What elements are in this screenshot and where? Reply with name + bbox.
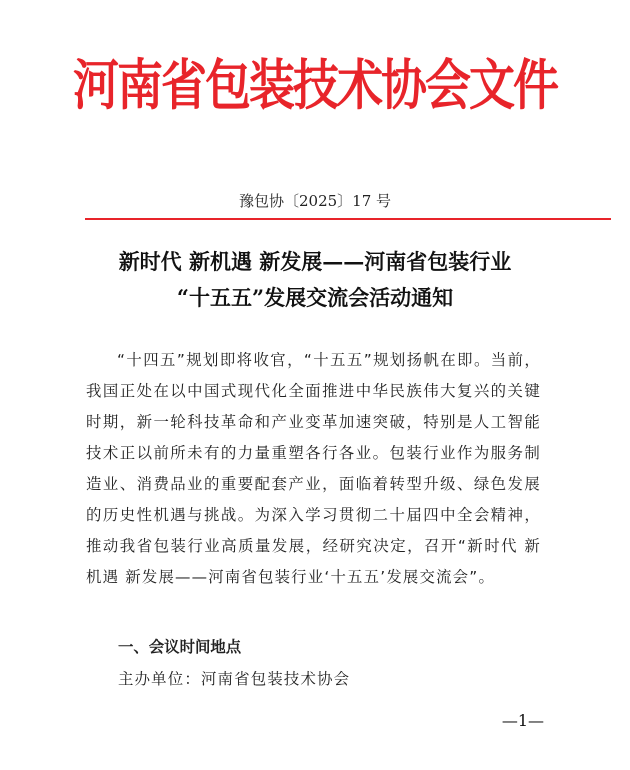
notice-title-line-2: “十五五”发展交流会活动通知 xyxy=(176,285,454,310)
body-paragraph: “十四五”规划即将收官，“十五五”规划扬帆在即。当前，我国正处在以中国式现代化全面推进中华民族伟大复兴的关键时期，新一轮科技革命和产业变革加速突破，特别是人工智能技术正以前所未有的力量重塑各行各业。包装行业作为服务制造业、消费品业的重要配套产业，面临着转型升级、绿色发展的历史性机遇与挑战。为深入学习贯彻二十届四中全会精神，推动我省包装行业高质量发展，经研究决定，召开“新时代 新机遇 新发展——河南省包装行业‘十五五’发展交流会”。 xyxy=(86,351,541,587)
document-number: 豫包协〔2025〕17 号 xyxy=(238,192,392,210)
notice-title xyxy=(0,244,630,316)
masthead-divider xyxy=(85,218,611,220)
page-number: —1— xyxy=(501,711,544,730)
section-heading-meeting-time-place: 一、会议时间地点 xyxy=(118,638,242,656)
organizer-line: 主办单位：河南省包装技术协会 xyxy=(118,670,351,688)
document-masthead: 河南省包装技术协会文件 xyxy=(73,53,557,118)
notice-title-line-1: 新时代 新机遇 新发展——河南省包装行业 xyxy=(118,249,512,274)
